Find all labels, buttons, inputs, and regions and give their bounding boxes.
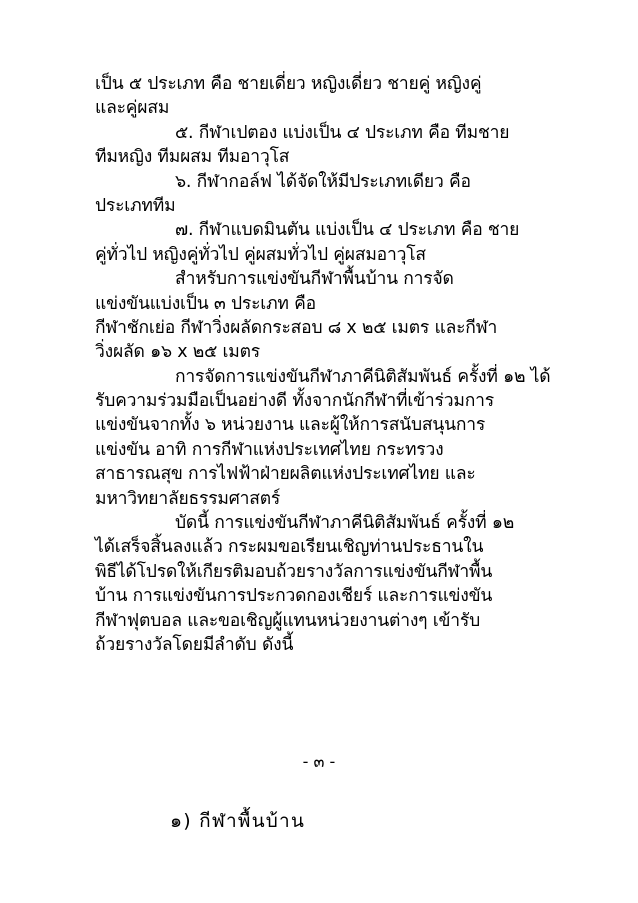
text-line: บัดนี้ การแข่งขันกีฬาภาคีนิติสัมพันธ์ ครั้งที่ ๑๒ — [175, 513, 515, 534]
text-line: ได้เสร็จสิ้นลงแล้ว กระผมขอเรียนเชิญท่านประธานใน — [95, 537, 484, 558]
text-line: ๖. กีฬากอล์ฟ ได้จัดให้มีประเภทเดียว คือ — [175, 171, 471, 192]
text-line: กีฬาชักเย่อ กีฬาวิ่งผลัดกระสอบ ๘ x ๒๕ เมตร และกีฬา — [95, 317, 498, 338]
page-number: - ๓ - — [302, 752, 336, 771]
text-line: แข่งขัน อาทิ การกีฬาแห่งประเทศไทย กระทรวง — [95, 439, 444, 460]
text-line: พิธีได้โปรดให้เกียรติมอบถ้วยรางวัลการแข่งขันกีฬาพื้น — [95, 561, 493, 582]
text-line: มหาวิทยาลัยธรรมศาสตร์ — [95, 488, 281, 509]
text-line: ทีมหญิง ทีมผสม ทีมอาวุโส — [95, 147, 290, 168]
text-line: ๕. กีฬาเปตอง แบ่งเป็น ๔ ประเภท คือ ทีมชาย — [175, 122, 510, 143]
text-line: รับความร่วมมือเป็นอย่างดี ทั้งจากนักกีฬาที่เข้าร่วมการ — [95, 391, 494, 412]
text-line: แข่งขันแบ่งเป็น ๓ ประเภท คือ — [95, 293, 316, 314]
body-paragraph — [95, 72, 595, 657]
text-line: คู่ทั่วไป หญิงคู่ทั่วไป คู่ผสมทั่วไป คู่ผสมอาวุโส — [95, 244, 426, 265]
text-line: แข่งขันจากทั้ง ๖ หน่วยงาน และผู้ให้การสนับสนุนการ — [95, 415, 486, 436]
text-line: สาธารณสุข การไฟฟ้าฝ่ายผลิตแห่งประเทศไทย และ — [95, 464, 476, 485]
text-line: สำหรับการแข่งขันกีฬาพื้นบ้าน การจัด — [175, 269, 454, 290]
text-line: และคู่ผสม — [95, 98, 170, 119]
text-line: เป็น ๕ ประเภท คือ ชายเดี่ยว หญิงเดี่ยว ชายคู่ หญิงคู่ — [95, 74, 482, 94]
section-heading: ๑) กีฬาพื้นบ้าน — [170, 810, 306, 832]
text-line: วิ่งผลัด ๑๖ x ๒๕ เมตร — [95, 342, 260, 363]
text-line: ๗. กีฬาแบดมินตัน แบ่งเป็น ๔ ประเภท คือ ชาย — [175, 220, 520, 241]
text-line: ถ้วยรางวัลโดยมีลำดับ ดังนี้ — [95, 634, 294, 655]
text-line: บ้าน การแข่งขันการประกวดกองเชียร์ และการแข่งขัน — [95, 586, 493, 607]
text-line: กีฬาฟุตบอล และขอเชิญผู้แทนหน่วยงานต่างๆ เข้ารับ — [95, 610, 481, 631]
text-line: การจัดการแข่งขันกีฬาภาคีนิติสัมพันธ์ ครั้งที่ ๑๒ ได้ — [175, 366, 551, 387]
text-line: ประเภททีม — [95, 195, 176, 216]
